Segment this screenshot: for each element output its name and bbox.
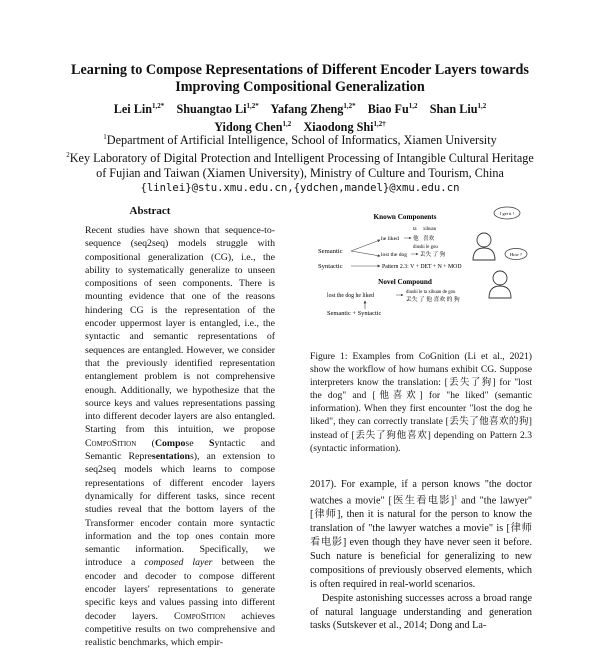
bubble-text-1: I get it !: [499, 211, 515, 216]
email-line: {linlei}@stu.xmu.edu.cn,{ydchen,mandel}@xmu.edu.cn: [140, 182, 460, 195]
novel-pinyin: diushi le ta xihuan de gou: [406, 290, 456, 295]
figure-1-diagram: [310, 198, 535, 338]
affiliation-2-line-2: of Fujian and Taiwan (Xiamen University), Ministry of Culture and Tourism, China: [96, 166, 504, 181]
abstract-heading: Abstract: [129, 205, 171, 217]
paper-title: [40, 62, 560, 96]
person-icon: [473, 233, 495, 260]
abstract-text: se: [185, 437, 209, 449]
abstract-text: between the encoder and decoder to compose different encoder layers' representations to generate specific keys and values passing into different decoder layers.: [85, 557, 275, 622]
speech-bubble: [505, 249, 527, 260]
abstract-text: s), an extension to seq2seq models which learns to compose representations of different encoder layers dynamically for different tasks, since recent studies reveal that the bottom layers of the Transformer encoder contain more syntactic information and the top ones contain more semantic information. Specifically, we introduce a: [85, 451, 275, 569]
figure-1-caption: Figure 1: Examples from CoGnition (Li et al., 2021) show the workflow of how humans exhibit CG. Suppose interpreters know the translation: [丢失了狗] for "lost the dog" and [他喜欢] for "he liked" (semantic information). When they first encounter "lost the dog he liked", they can correctly translate [丢失了他喜欢的狗] instead of [丢失了狗他喜欢] depending on Pattern 2.3 (syntactic information).: [310, 351, 532, 454]
author-sup: 1,2†: [373, 120, 386, 129]
novel-compound-title: Novel Compound: [378, 278, 432, 286]
intro-paragraph-2: Despite astonishing successes across a broad range of natural language understanding and generation tasks (Sutskever et al., 2014; Dong and La-: [310, 592, 532, 632]
zh-lost-dog: 丢失 了 狗: [420, 252, 446, 258]
abstract-text-1: Recent studies have shown that sequence-to-sequence (seq2seq) models struggle with compositional generalization (CG), i.e., the ability to systematically generalize to unseen compositions of seen components. There is mounting evidence that one of the reasons hindering CG is the representation of the encoder uppermost layer is entangled, i.e., the syntactic and semantic representations of sequences are entangled. However, we consider that the previously identified representation entanglement problem is not comprehensive enough. Additionally, we hypothesize that the source keys and values representations passing into different decoder layers are also entangled. Starting from this intuition, we propose: [85, 225, 275, 436]
intro-text-1a: 2017). For example, if a person knows "the doctor watches a movie" [医生看电影]: [310, 479, 532, 507]
intro-text-1b: and "the lawyer" [律师], then it is natural for the person to know the translation of "the lawyer watches a movie" is [律师看电影] even though they have never seen it before. Such nature is beneficial for generalizing to new compositions of previously observed elements, which is often required in real-world scenarios.: [310, 495, 532, 590]
abstract-text: achieves competitive results on two comprehensive and realistic benchmarks, which empir-: [85, 610, 275, 649]
author-name: Yafang Zheng: [270, 102, 344, 117]
affil-sup: 2: [66, 151, 70, 160]
affiliation-2-line-1: Key Laboratory of Digital Protection and Intelligent Processing of Intangible Cultural Heritage: [69, 151, 534, 166]
footnote-marker: 1: [454, 494, 458, 501]
abstract-body: [85, 224, 275, 650]
semantic-arrow-1: [351, 240, 380, 251]
author-name: Lei Lin: [113, 102, 152, 117]
zh-xihuan: 喜欢: [423, 236, 435, 242]
author-name: Xiaodong Shi: [303, 120, 374, 135]
author-sup: 1,2*: [343, 102, 356, 110]
novel-chinese: 丢失 了 他 喜欢 的 狗: [406, 297, 460, 303]
semantic-label: Semantic: [318, 248, 343, 255]
affil-sup: 1: [103, 133, 107, 141]
author-sup: 1,2: [477, 102, 487, 110]
method-name: CompoSition: [85, 437, 137, 449]
author-name: Shan Liu: [429, 102, 478, 117]
composed-layer-term: composed layer: [144, 557, 213, 569]
author-sup: 1,2*: [246, 102, 259, 110]
acronym-bold: sentation: [151, 451, 190, 463]
speech-bubble: [494, 207, 520, 219]
syntactic-label: Syntactic: [318, 263, 343, 270]
novel-english: lost the dog he liked: [327, 293, 375, 299]
pinyin-xihuan: xihuan: [423, 227, 437, 232]
known-components-title: Known Components: [373, 213, 437, 221]
acronym-bold: Compo: [154, 437, 186, 449]
bubble-text-2: How ?: [509, 252, 523, 257]
affiliations: [40, 130, 560, 196]
abstract-text: yntactic and Semantic Repre: [85, 437, 275, 463]
pinyin-ta: ta: [413, 227, 417, 232]
pinyin-lost-dog: diushi le gou: [413, 245, 438, 250]
abstract-text: (: [136, 437, 155, 449]
author-sup: 1,2: [408, 102, 418, 110]
he-liked-phrase: he liked: [381, 236, 399, 242]
lost-the-dog-phrase: lost the dog: [381, 252, 408, 258]
author-name: Yidong Chen: [214, 120, 283, 135]
semantic-syntactic-label: Semantic + Syntactic: [327, 310, 382, 317]
person-icon: [489, 271, 511, 298]
author-name: Shuangtao Li: [176, 102, 247, 117]
author-name: Biao Fu: [367, 102, 409, 117]
pattern-2-3: Pattern 2.3: V + DET + N + MOD: [382, 264, 462, 270]
intro-text: [310, 478, 532, 633]
method-name: CompoSition: [173, 610, 226, 622]
semantic-arrow-2: [351, 251, 380, 256]
zh-ta: 他: [413, 236, 419, 242]
title-line-1: Learning to Compose Representations of Different Encoder Layers towards: [71, 62, 529, 78]
author-sup: 1,2: [282, 120, 292, 129]
author-sup: 1,2*: [152, 102, 165, 110]
affiliation-1: Department of Artificial Intelligence, School of Informatics, Xiamen University: [106, 133, 497, 148]
acronym-bold: S: [208, 437, 215, 449]
title-line-2: Improving Compositional Generalization: [175, 79, 425, 95]
